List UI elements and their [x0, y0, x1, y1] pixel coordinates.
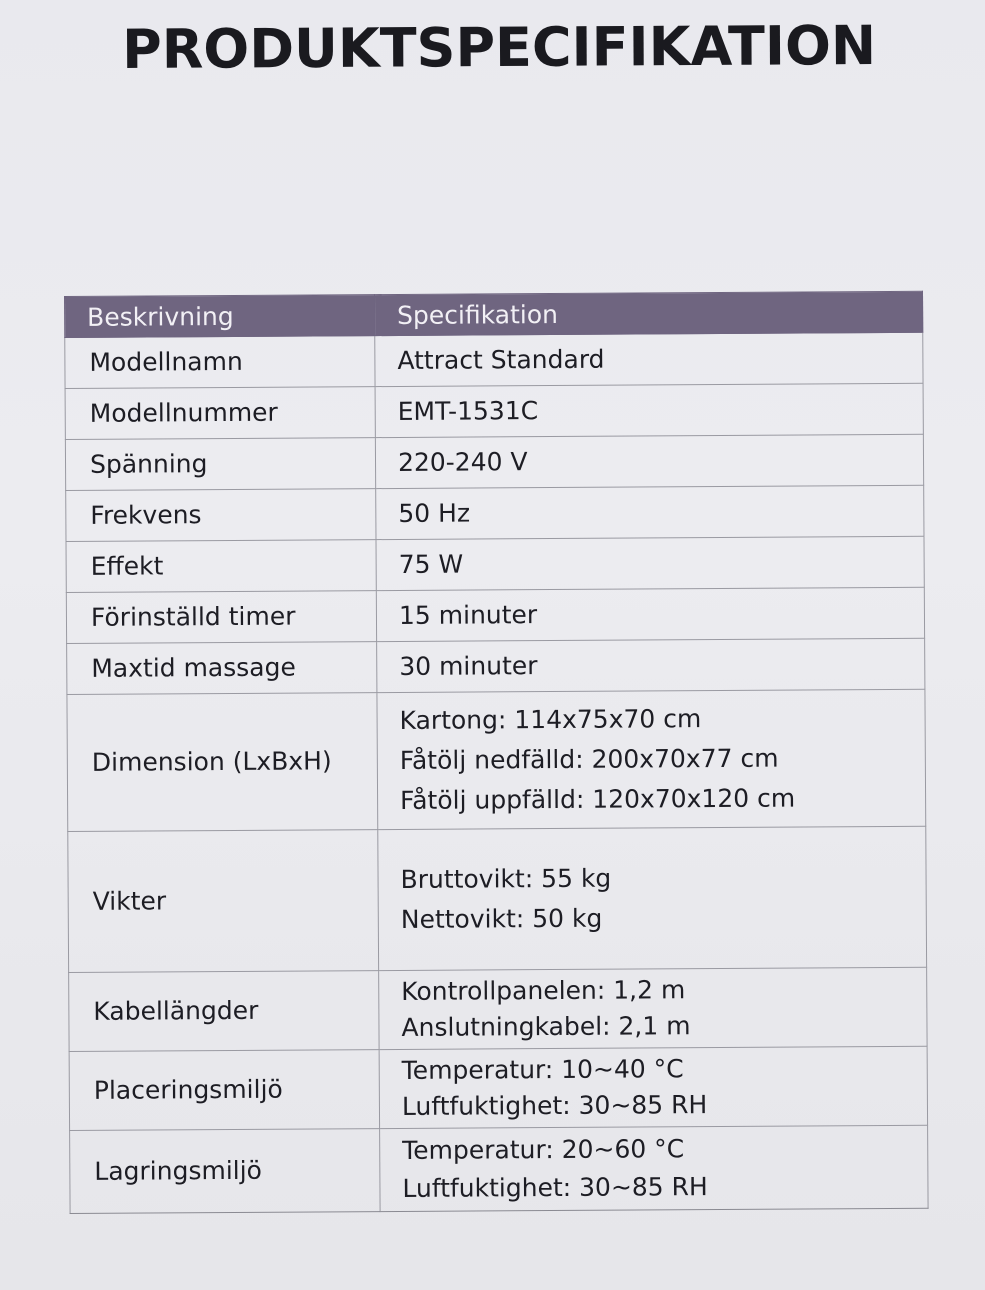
value-line: Luftfuktighet: 30~85 RH [402, 1172, 708, 1203]
value-line: Temperatur: 20~60 °C [402, 1134, 685, 1165]
row-value [379, 1046, 927, 1128]
row-label: Spänning [65, 438, 375, 491]
value-line: Temperatur: 10~40 °C [401, 1054, 684, 1085]
row-value [378, 826, 927, 970]
row-label: Effekt [66, 540, 376, 593]
table-row [66, 485, 924, 541]
column-header-description: Beskrivning [65, 295, 375, 338]
column-header-specification: Specifikation [374, 291, 922, 335]
row-value: 75 W [376, 536, 924, 590]
row-value: EMT-1531C [375, 383, 923, 437]
table-row [67, 689, 926, 831]
row-label: Placeringsmiljö [69, 1050, 379, 1131]
row-label: Maxtid massage [67, 642, 377, 695]
table-row [66, 587, 924, 643]
row-label: Kabellängder [69, 971, 379, 1052]
table-row [69, 1046, 927, 1130]
value-line: Bruttovikt: 55 kg [400, 863, 612, 894]
table-header-row [65, 291, 923, 337]
row-value [377, 689, 926, 829]
table-row [69, 967, 927, 1051]
row-value [380, 1125, 928, 1211]
value-line: Anslutningkabel: 2,1 m [401, 1011, 691, 1042]
table-row [66, 536, 924, 592]
value-line: Luftfuktighet: 30~85 RH [401, 1090, 708, 1121]
value-line: Nettovikt: 50 kg [400, 903, 603, 934]
table-row [68, 826, 927, 972]
row-value [379, 967, 927, 1049]
row-label: Förinställd timer [66, 591, 376, 644]
row-value: 15 minuter [376, 587, 924, 641]
value-line: Fåtölj nedfälld: 200x70x77 cm [399, 743, 779, 775]
spec-table [64, 291, 929, 1214]
table-row [65, 332, 923, 388]
row-label: Modellnummer [65, 387, 375, 440]
table-row [65, 383, 923, 439]
row-value: 220-240 V [375, 434, 923, 488]
row-label: Modellnamn [65, 336, 375, 389]
row-value: 30 minuter [377, 638, 925, 692]
value-line: Kontrollpanelen: 1,2 m [401, 975, 686, 1006]
value-line: Fåtölj uppfälld: 120x70x120 cm [399, 783, 796, 815]
row-label: Dimension (LxBxH) [67, 693, 378, 832]
row-label: Vikter [68, 830, 379, 973]
table-row [65, 434, 923, 490]
table-row [67, 638, 925, 694]
row-value: 50 Hz [376, 485, 924, 539]
table-row [70, 1125, 928, 1213]
value-line: Kartong: 114x75x70 cm [399, 704, 702, 735]
row-value: Attract Standard [375, 332, 923, 386]
row-label: Lagringsmiljö [70, 1129, 381, 1214]
page-title: PRODUKTSPECIFIKATION [122, 14, 877, 81]
row-label: Frekvens [66, 489, 376, 542]
